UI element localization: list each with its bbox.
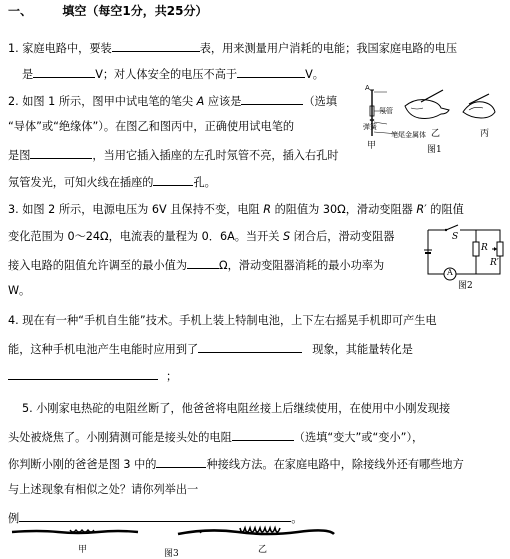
q5-line1	[22, 402, 450, 416]
q2-blank-hole[interactable]	[153, 174, 193, 186]
q4-text: ；	[166, 370, 178, 383]
fig1-label-bing: 丙	[480, 129, 490, 139]
q2-text: 应该是	[204, 95, 242, 108]
q5-text: 你判断小刚的爸爸是图 3 中的	[8, 458, 157, 471]
fig2-label-S: S	[452, 232, 459, 242]
q3-text: ′ 的阻值	[424, 203, 464, 216]
fig3-caption: 图3	[164, 549, 179, 559]
q1-blank-safe-voltage[interactable]	[237, 66, 305, 78]
figure-1	[365, 84, 505, 154]
circuit-diagram	[420, 222, 506, 282]
q5-line3	[8, 456, 464, 472]
q4-line2	[8, 341, 413, 357]
q3-text: 闭合后，滑动变阻器	[290, 230, 395, 243]
q1-text: 1. 家庭电路中，要装	[8, 42, 112, 55]
q4-line3	[8, 368, 177, 384]
q3-text: 接入电路的阻值允许调至的最小值为	[8, 259, 188, 272]
section-note: （每空1分，共25分）	[86, 4, 208, 18]
q2-text: “导体”或“绝缘体”）。在图乙和图丙中，正确使用试电笔的	[8, 120, 295, 133]
q3-text: 变化范围为 0～24Ω，电流表的量程为 0．6A。当开关	[8, 230, 284, 243]
q2-text: ，当用它插入插座的左孔时氖管不亮，插入右孔时	[92, 149, 339, 162]
q3-italic-S: S	[283, 230, 291, 243]
fig1-label-A: A	[365, 84, 370, 92]
section-number: 一、	[8, 4, 33, 18]
q5-text: 与上述现象有相似之处？请你列举出一	[8, 483, 199, 496]
q5-blank-example[interactable]	[19, 510, 291, 522]
fig2-label-R: R	[481, 243, 488, 253]
q1-blank-meter[interactable]	[112, 40, 200, 52]
q2-blank-correct-fig[interactable]	[30, 147, 92, 159]
q3-italic-R: R	[263, 203, 272, 216]
q1-line1	[8, 40, 457, 56]
q2-text: 氖管发光，可知火线在插座的	[8, 176, 154, 189]
q5-line4	[8, 483, 198, 497]
q3-text: W。	[8, 284, 31, 297]
fig1-label-tube: 氖管	[379, 107, 393, 115]
q3-line3	[8, 257, 384, 273]
q2-line2	[8, 120, 294, 134]
q1-text: 表，用来测量用户消耗的电能；我国家庭电路的电压	[199, 42, 458, 55]
q5-text: 头处被烧焦了。小刚猜测可能是接头处的电阻	[8, 431, 232, 444]
q2-italic-A: A	[196, 95, 205, 108]
q5-text: （选填“变大”或“变小”），	[293, 431, 424, 444]
q4-blank-phenomenon[interactable]	[198, 341, 302, 353]
q1-text: 是	[22, 68, 34, 81]
fig2-caption: 图2	[458, 281, 473, 291]
fig2-label-A: A	[447, 268, 453, 277]
q1-line2	[22, 66, 324, 82]
q5-blank-resistance[interactable]	[232, 429, 294, 441]
q2-blank-tip[interactable]	[241, 93, 303, 105]
q5-line2	[8, 429, 423, 445]
fig1-label-spring: 弹簧	[363, 123, 377, 131]
fig1-label-yi: 乙	[431, 129, 441, 139]
q2-line1	[8, 93, 337, 109]
fig2-label-Rp: R′	[490, 258, 499, 268]
q5-text: 5. 小刚家电热砣的电阻丝断了，他爸爸将电阻丝接上后继续使用，在使用中小刚发现接	[22, 402, 451, 415]
fig1-caption: 图1	[427, 145, 442, 155]
q4-text: 能，这种手机电池产生电能时应用到了	[8, 343, 199, 356]
q5-text: 例	[8, 512, 20, 525]
q1-text: V。	[305, 68, 324, 81]
q1-blank-voltage[interactable]	[33, 66, 95, 78]
fig1-label-jia: 甲	[367, 141, 377, 151]
q4-text: 现象，其能量转化是	[312, 343, 413, 356]
q5-text: 。	[291, 512, 303, 525]
q3-blank-min-resistance[interactable]	[187, 257, 219, 269]
fig3-label-yi: 乙	[258, 545, 268, 555]
q3-line4	[8, 284, 30, 298]
q2-text: 是图	[8, 149, 31, 162]
section-title: 填空	[62, 4, 87, 18]
q4-text: 4. 现在有一种“手机自生能”技术。手机上装上特制电池，上下左右摇晃手机即可产生电	[8, 314, 437, 327]
q5-text: 种接线方法。在家庭电路中，除接线外还有哪些地方	[206, 458, 464, 471]
q2-text: （选填	[303, 95, 338, 108]
q2-line4	[8, 174, 216, 190]
q3-line1	[8, 203, 464, 217]
q5-blank-method[interactable]	[156, 456, 206, 468]
wire-joints-drawing	[8, 522, 338, 544]
fig1-label-clip: 笔尾金属体	[391, 131, 426, 139]
figure-2	[420, 222, 506, 292]
fig3-label-jia: 甲	[78, 545, 88, 555]
q2-text: 2. 如图 1 所示，图甲中试电笔的笔尖	[8, 95, 197, 108]
q4-line1	[8, 314, 437, 328]
q3-text: Ω，滑动变阻器消耗的最小功率为	[219, 259, 385, 272]
q2-line3	[8, 147, 339, 163]
figure-3	[8, 522, 338, 557]
q1-text: V；对人体安全的电压不高于	[95, 68, 238, 81]
q4-blank-energy[interactable]	[8, 368, 158, 380]
q2-text: 孔。	[193, 176, 216, 189]
q3-line2	[8, 230, 394, 244]
q3-text: 的阻值为 30Ω，滑动变阻器	[271, 203, 417, 216]
section-heading	[8, 4, 207, 18]
q3-italic-R2: R	[416, 203, 425, 216]
q3-text: 3. 如图 2 所示，电源电压为 6V 且保持不变，电阻	[8, 203, 264, 216]
